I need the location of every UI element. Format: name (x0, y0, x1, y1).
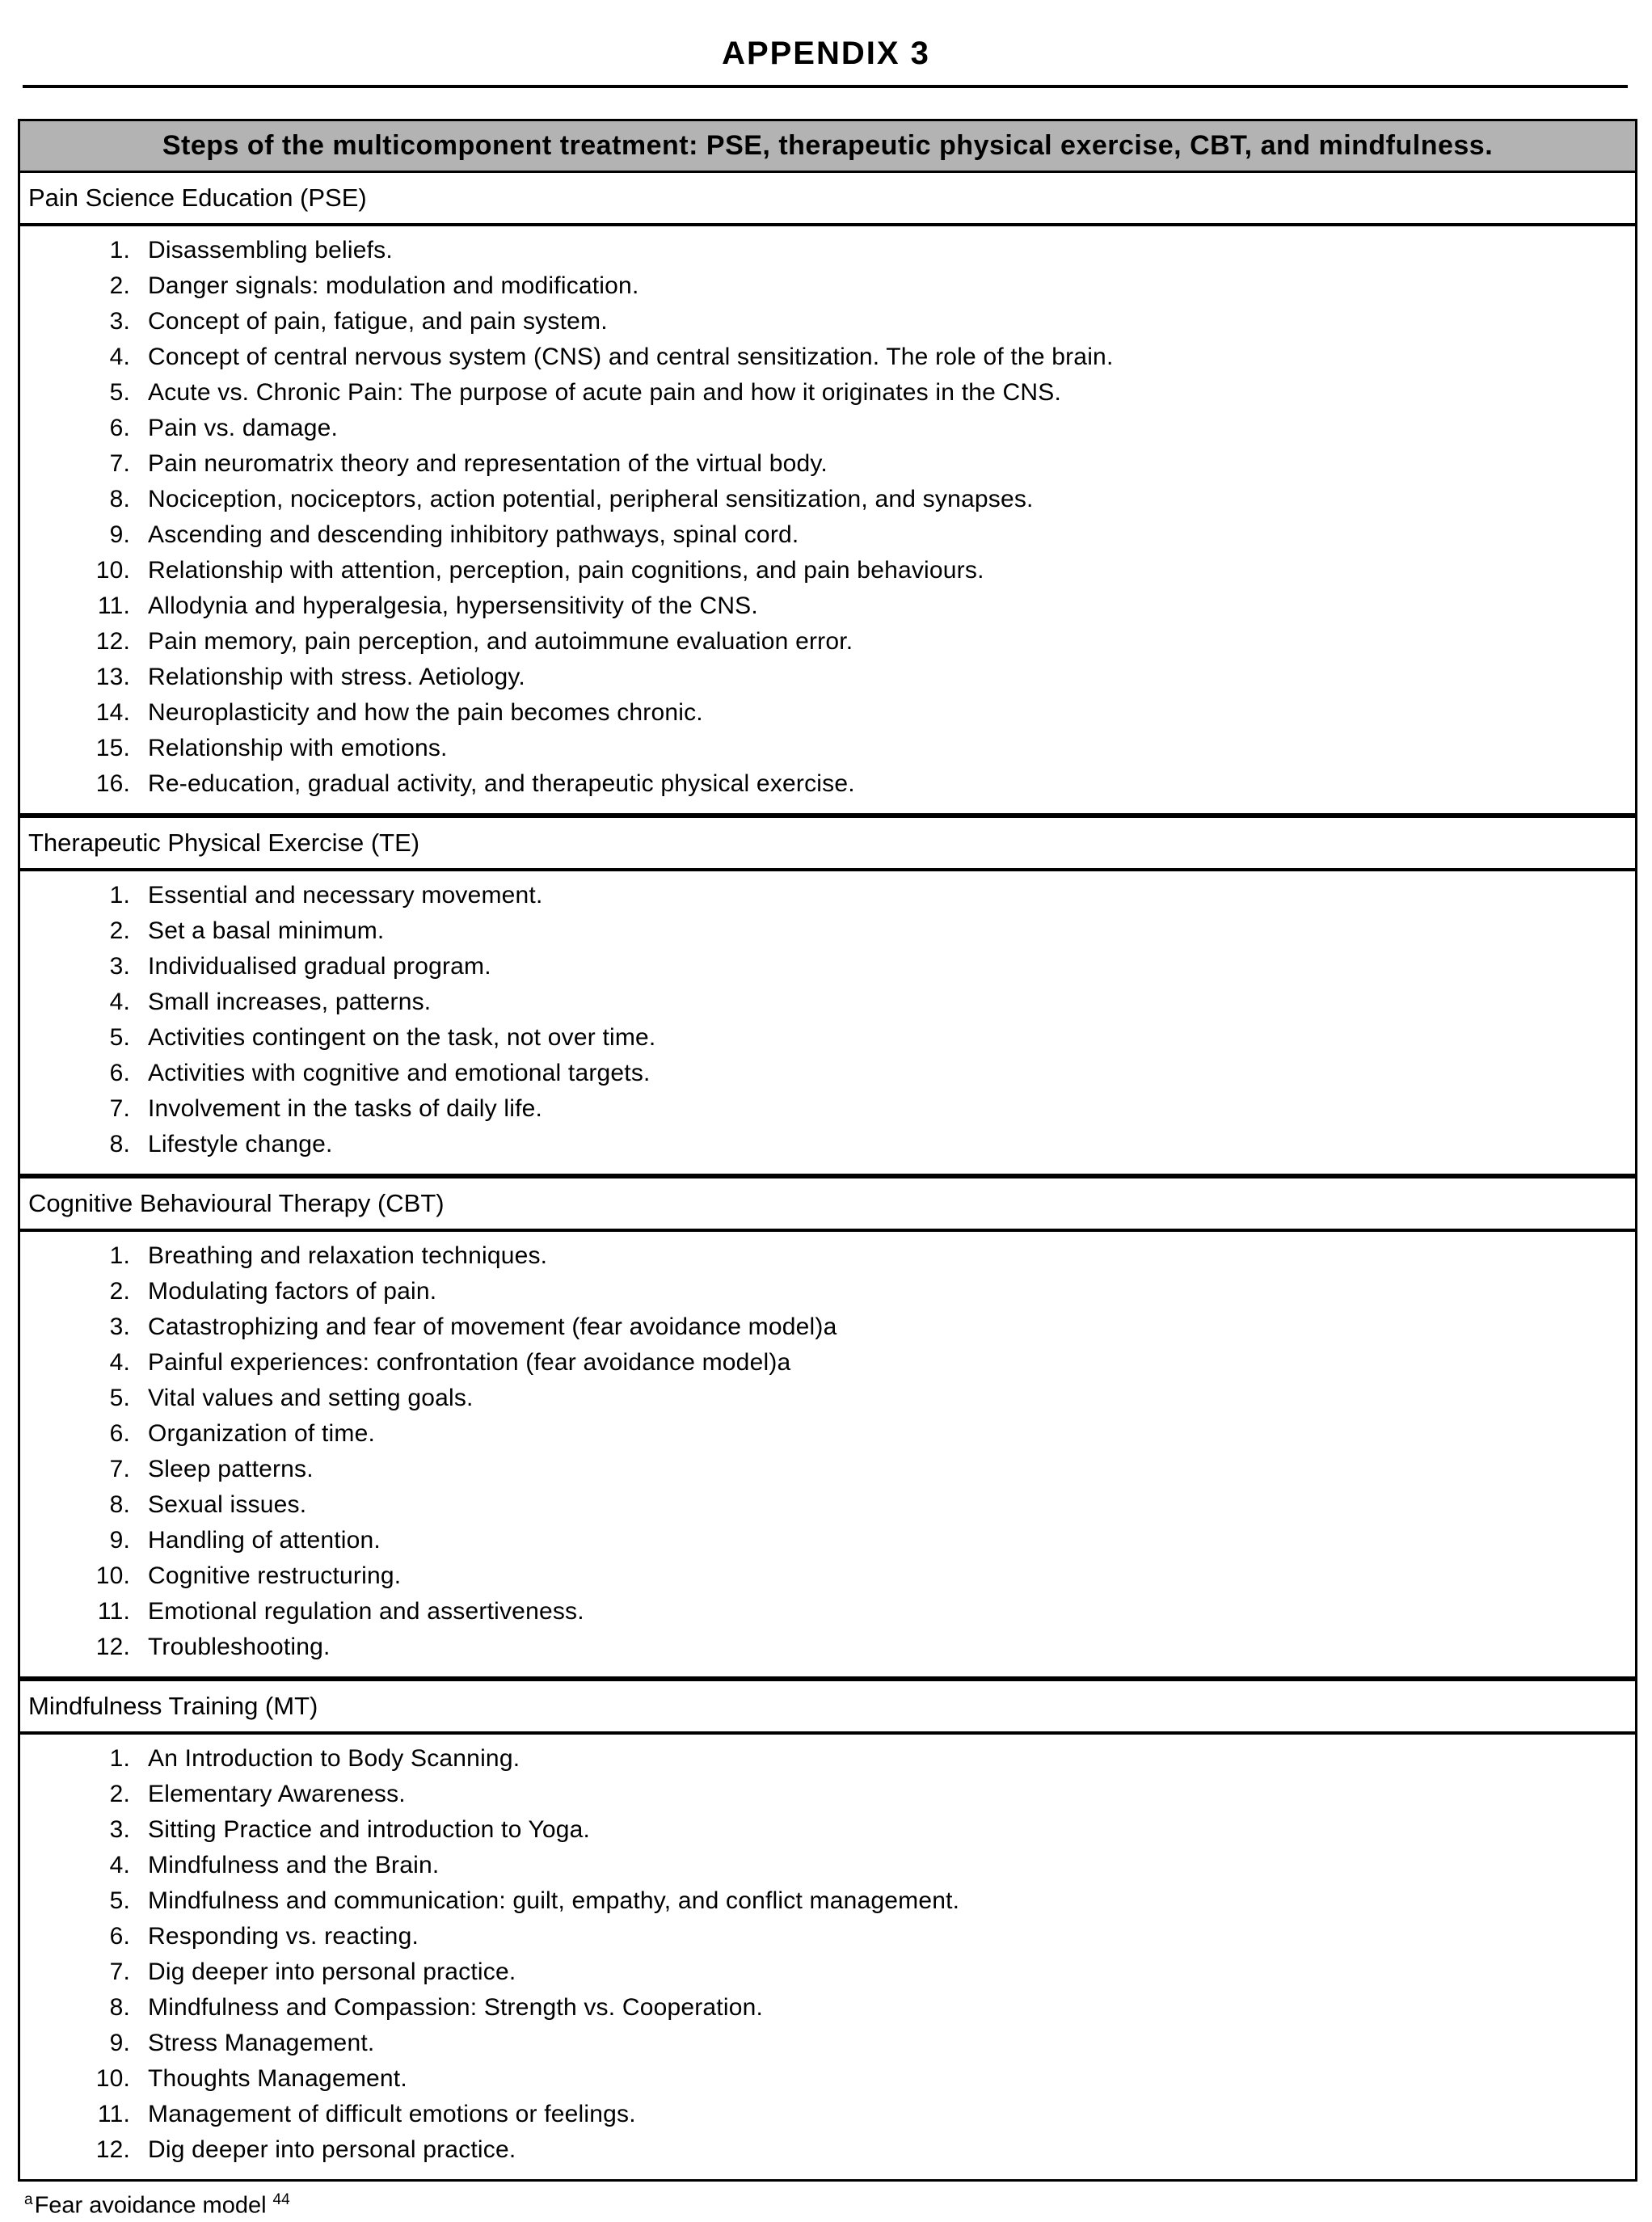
list-item (20, 1274, 1635, 1309)
list-item (20, 517, 1635, 553)
item-number: 10. (95, 1562, 130, 1589)
item-text: Pain memory, pain perception, and autoimmune evaluation error. (148, 628, 853, 655)
list-item (20, 1091, 1635, 1127)
item-text: Disassembling beliefs. (148, 237, 393, 264)
item-number: 7. (109, 1958, 130, 1985)
list-item (20, 766, 1635, 802)
item-text: Cognitive restructuring. (148, 1562, 402, 1589)
item-number: 4. (109, 344, 130, 370)
item-text: Ascending and descending inhibitory pathways, spinal cord. (148, 521, 799, 548)
section-title: Mindfulness Training (MT) (20, 1681, 1635, 1735)
item-number: 8. (109, 486, 130, 512)
list-item (20, 1416, 1635, 1452)
list-item (20, 588, 1635, 624)
list-item (20, 233, 1635, 268)
item-text: Mindfulness and communication: guilt, empathy, and conflict management. (148, 1887, 960, 1914)
section-title: Therapeutic Physical Exercise (TE) (20, 818, 1635, 871)
item-number: 12. (95, 2136, 130, 2163)
list-item (20, 1883, 1635, 1919)
list-item (20, 878, 1635, 913)
list-item (20, 1919, 1635, 1954)
item-text: Dig deeper into personal practice. (148, 1958, 516, 1985)
item-number: 5. (109, 379, 130, 406)
section-items (20, 1735, 1635, 2179)
item-text: Catastrophizing and fear of movement (fear avoidance model)a (148, 1313, 837, 1340)
list-item (20, 1523, 1635, 1558)
item-text: Nociception, nociceptors, action potential, peripheral sensitization, and synapses. (148, 486, 1034, 512)
list-item (20, 1345, 1635, 1381)
item-text: Painful experiences: confrontation (fear avoidance model)a (148, 1349, 791, 1376)
item-number: 2. (109, 1781, 130, 1807)
item-number: 8. (109, 1994, 130, 2021)
list-item (20, 1381, 1635, 1416)
item-number: 11. (97, 592, 130, 619)
item-number: 10. (95, 557, 130, 584)
item-number: 3. (109, 1313, 130, 1340)
item-number: 16. (95, 770, 130, 797)
table-title: Steps of the multicomponent treatment: PSE, therapeutic physical exercise, CBT, and mindfulness. (20, 121, 1635, 173)
list-item (20, 1954, 1635, 1990)
list-item (20, 913, 1635, 949)
item-text: Management of difficult emotions or feelings. (148, 2101, 636, 2127)
list-item (20, 268, 1635, 304)
item-text: Involvement in the tasks of daily life. (148, 1095, 543, 1122)
item-number: 12. (95, 1634, 130, 1660)
list-item (20, 985, 1635, 1020)
section-items (20, 226, 1635, 813)
list-item (20, 375, 1635, 411)
item-text: Allodynia and hyperalgesia, hypersensitivity of the CNS. (148, 592, 758, 619)
item-number: 6. (109, 415, 130, 441)
item-number: 2. (109, 917, 130, 944)
list-item (20, 1127, 1635, 1162)
item-text: Vital values and setting goals. (148, 1385, 474, 1411)
treatment-section (20, 813, 1635, 1174)
item-text: Mindfulness and the Brain. (148, 1852, 440, 1878)
page-title: APPENDIX 3 (722, 36, 930, 71)
item-number: 6. (109, 1923, 130, 1950)
item-number: 3. (109, 953, 130, 980)
list-item (20, 731, 1635, 766)
list-item (20, 2061, 1635, 2097)
item-text: Acute vs. Chronic Pain: The purpose of acute pain and how it originates in the CNS. (148, 379, 1062, 406)
item-number: 13. (95, 664, 130, 690)
item-text: Dig deeper into personal practice. (148, 2136, 516, 2163)
item-number: 7. (109, 1456, 130, 1482)
item-number: 3. (109, 308, 130, 335)
item-text: Emotional regulation and assertiveness. (148, 1598, 584, 1625)
list-item (20, 1056, 1635, 1091)
list-item (20, 1238, 1635, 1274)
list-item (20, 339, 1635, 375)
item-number: 9. (109, 2030, 130, 2056)
treatment-section (20, 1174, 1635, 1676)
item-text: Essential and necessary movement. (148, 882, 543, 909)
item-number: 8. (109, 1131, 130, 1157)
item-number: 15. (95, 735, 130, 761)
item-text: Small increases, patterns. (148, 989, 432, 1015)
item-number: 1. (109, 1242, 130, 1269)
list-item (20, 624, 1635, 660)
list-item (20, 1487, 1635, 1523)
item-number: 5. (109, 1385, 130, 1411)
list-item (20, 1741, 1635, 1777)
section-title: Pain Science Education (PSE) (20, 173, 1635, 226)
footnote-marker: a (24, 2191, 33, 2208)
list-item (20, 660, 1635, 695)
list-item (20, 2026, 1635, 2061)
item-number: 7. (109, 1095, 130, 1122)
item-number: 1. (109, 237, 130, 264)
item-text: Danger signals: modulation and modification. (148, 272, 639, 299)
item-number: 6. (109, 1420, 130, 1447)
item-text: Sitting Practice and introduction to Yoga. (148, 1816, 591, 1843)
list-item (20, 553, 1635, 588)
list-item (20, 1309, 1635, 1345)
footnote-reference: 44 (272, 2191, 290, 2208)
item-text: Set a basal minimum. (148, 917, 385, 944)
section-items (20, 871, 1635, 1174)
item-text: Activities contingent on the task, not over time. (148, 1024, 656, 1051)
item-text: Breathing and relaxation techniques. (148, 1242, 548, 1269)
item-text: Elementary Awareness. (148, 1781, 406, 1807)
item-text: Thoughts Management. (148, 2065, 407, 2092)
table-sections (20, 173, 1635, 2179)
item-text: Modulating factors of pain. (148, 1278, 437, 1305)
item-text: Stress Management. (148, 2030, 375, 2056)
item-text: Activities with cognitive and emotional targets. (148, 1060, 651, 1086)
list-item (20, 1848, 1635, 1883)
list-item (20, 304, 1635, 339)
list-item (20, 1594, 1635, 1630)
list-item (20, 1020, 1635, 1056)
item-number: 11. (97, 1598, 130, 1625)
item-number: 9. (109, 521, 130, 548)
item-number: 8. (109, 1491, 130, 1518)
item-text: Sleep patterns. (148, 1456, 314, 1482)
list-item (20, 695, 1635, 731)
item-number: 7. (109, 450, 130, 477)
list-item (20, 446, 1635, 482)
treatment-table (18, 119, 1637, 2182)
item-text: Sexual issues. (148, 1491, 307, 1518)
item-number: 1. (109, 1745, 130, 1772)
footnote-text: Fear avoidance model (34, 2192, 267, 2219)
item-text: Concept of pain, fatigue, and pain system. (148, 308, 608, 335)
item-number: 4. (109, 1852, 130, 1878)
item-number: 10. (95, 2065, 130, 2092)
item-text: Individualised gradual program. (148, 953, 491, 980)
title-rule (23, 85, 1628, 88)
item-text: Pain neuromatrix theory and representation of the virtual body. (148, 450, 828, 477)
item-text: Organization of time. (148, 1420, 375, 1447)
item-text: Troubleshooting. (148, 1634, 331, 1660)
item-number: 11. (97, 2101, 130, 2127)
item-number: 14. (95, 699, 130, 726)
item-number: 2. (109, 272, 130, 299)
item-number: 5. (109, 1024, 130, 1051)
list-item (20, 1558, 1635, 1594)
item-text: Re-education, gradual activity, and therapeutic physical exercise. (148, 770, 855, 797)
list-item (20, 1452, 1635, 1487)
item-number: 4. (109, 1349, 130, 1376)
item-text: An Introduction to Body Scanning. (148, 1745, 520, 1772)
item-text: Relationship with emotions. (148, 735, 448, 761)
list-item (20, 411, 1635, 446)
list-item (20, 949, 1635, 985)
list-item (20, 1777, 1635, 1812)
item-text: Lifestyle change. (148, 1131, 333, 1157)
list-item (20, 1990, 1635, 2026)
item-number: 1. (109, 882, 130, 909)
item-number: 5. (109, 1887, 130, 1914)
item-number: 9. (109, 1527, 130, 1554)
item-number: 2. (109, 1278, 130, 1305)
list-item (20, 1630, 1635, 1665)
item-number: 6. (109, 1060, 130, 1086)
item-text: Relationship with stress. Aetiology. (148, 664, 525, 690)
section-items (20, 1232, 1635, 1676)
item-text: Mindfulness and Compassion: Strength vs. Cooperation. (148, 1994, 764, 2021)
item-number: 4. (109, 989, 130, 1015)
list-item (20, 2132, 1635, 2168)
item-text: Concept of central nervous system (CNS) and central sensitization. The role of the brain. (148, 344, 1114, 370)
list-item (20, 1812, 1635, 1848)
treatment-section (20, 1676, 1635, 2179)
item-text: Relationship with attention, perception, pain cognitions, and pain behaviours. (148, 557, 984, 584)
item-text: Responding vs. reacting. (148, 1923, 419, 1950)
treatment-section (20, 173, 1635, 813)
item-text: Neuroplasticity and how the pain becomes chronic. (148, 699, 703, 726)
section-title: Cognitive Behavioural Therapy (CBT) (20, 1178, 1635, 1232)
item-text: Handling of attention. (148, 1527, 381, 1554)
item-text: Pain vs. damage. (148, 415, 338, 441)
item-number: 12. (95, 628, 130, 655)
list-item (20, 482, 1635, 517)
footnote (24, 2191, 1652, 2220)
list-item (20, 2097, 1635, 2132)
item-number: 3. (109, 1816, 130, 1843)
